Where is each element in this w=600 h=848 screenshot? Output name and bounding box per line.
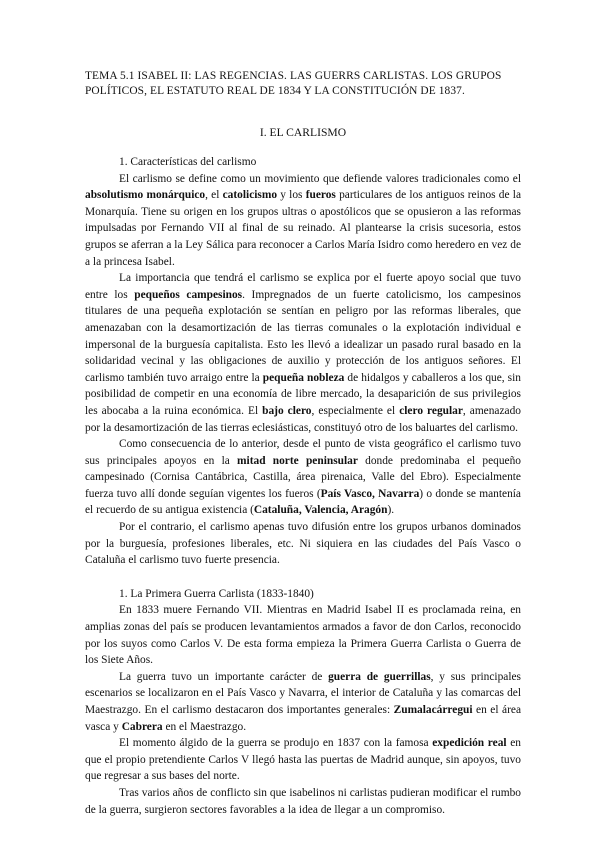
text-run: La guerra tuvo un importante carácter de — [119, 670, 329, 683]
paragraph — [85, 785, 521, 818]
text-run: La importancia que tendrá el carlismo se explica por el fuerte apoyo social que tuvo entre los — [85, 272, 521, 301]
text-run: , especialmente el — [311, 404, 400, 417]
paragraph — [85, 519, 521, 569]
bold-term: mitad norte peninsular — [237, 454, 358, 467]
bold-term: fueros — [305, 189, 336, 202]
bold-term: Cataluña, Valencia, Aragón — [253, 504, 388, 517]
paragraph — [85, 602, 521, 668]
document-title: TEMA 5.1 ISABEL II: LAS REGENCIAS. LAS GUERRS CARLISTAS. LOS GRUPOS POLÍTICOS, EL ESTATUTO REAL DE 1834 Y LA CONSTITUCIÓN DE 1837. — [85, 70, 502, 97]
paragraph — [85, 270, 521, 436]
paragraph — [85, 669, 521, 735]
text-run: en el Maestrazgo. — [162, 720, 247, 733]
text-run: El carlismo se define como un movimiento que defiende valores tradicionales como el — [119, 172, 521, 185]
bold-term: clero regular — [399, 404, 463, 417]
text-run: donde predominaba el pequeño campesinado (Cornisa Cantábrica, Castilla, área pirenaica, Valle del Ebro). Especialmente fuerza tuvo allí donde seguían vigentes los fueros ( — [85, 454, 521, 500]
text-run: . Impregnados de un fuerte catolicismo, los campesinos titulares de una pequeña explotación se sentían en peligro por las reformas liberales, que amenazaban con la desamortización de las tierras comunales o la explotación individual e impersonal de la burguesía capitalista. Esto les llevó a idealizar un pasado rural basado en la solidaridad vecinal y las obligaciones de auxilio y protección de los antiguos señores. El carlismo también tuvo arraigo entre la — [85, 288, 521, 384]
bold-term: expedición real — [432, 737, 507, 750]
text-run: Como consecuencia de lo anterior, desde el punto de vista geográfico el carlismo tuvo sus principales apoyos en la — [85, 438, 521, 467]
text-run: de hidalgos y caballeros a los que, sin posibilidad de competir en una economía de libre mercado, la desaparición de sus privilegios les abocaba a la ruina económica. El — [85, 371, 521, 417]
paragraph — [85, 436, 521, 519]
text-run: , y sus principales escenarios se localizaron en el País Vasco y Navarra, el interior de Cataluña y las comarcas del Maestrazgo. En el carlismo destacaron dos importantes generales: — [85, 670, 521, 716]
text-run: ) o donde se mantenía el recuerdo de su antigua existencia ( — [85, 487, 521, 517]
bold-term: País Vasco, Navarra — [320, 487, 420, 500]
text-run: en el área vasca y — [85, 704, 521, 733]
text-run: , amenazado por la desamortización de las tierras eclesiásticas, constituyó otro de los baluartes del carlismo. — [85, 404, 521, 434]
text-run: Tras varios años de conflicto sin que isabelinos ni carlistas pudieran modificar el rumbo de la guerra, surgieron sectores favorables a la idea de llegar a un compromiso. — [85, 786, 521, 816]
text-run: ). — [387, 504, 395, 517]
bold-term: Cabrera — [121, 720, 163, 733]
subsection-heading-characteristics: 1. Características del carlismo — [119, 156, 257, 168]
bold-term: bajo clero — [262, 404, 312, 417]
section-heading: I. EL CARLISMO — [259, 126, 347, 139]
bold-term: pequeños campesinos — [134, 288, 243, 301]
bold-term: pequeña nobleza — [262, 371, 345, 384]
text-run: particulares de los antiguos reinos de la Monarquía. Tiene su origen en los grupos ultras o apostólicos que se opusieron a las reformas impulsadas por Fernando VII al final de su reinado. Al plantearse la crisis sucesoria, estos grupos se aferran a la Ley Sálica para reconocer a Carlos María Isidro como heredero en vez de a la princesa Isabel. — [85, 189, 521, 268]
bold-term: catolicismo — [222, 189, 278, 202]
text-run: En 1833 muere Fernando VII. Mientras en Madrid Isabel II es proclamada reina, en amplias zonas del país se producen levantamientos armados a favor de don Carlos, reconocido por los suyos como Carlos V. De esta forma empieza la Primera Guerra Carlista o Guerra de los Siete Años. — [85, 604, 521, 667]
bold-term: guerra de guerrillas — [328, 670, 431, 683]
subsection-heading-first-carlist-war: 1. La Primera Guerra Carlista (1833-1840) — [119, 587, 314, 600]
text-run: en que el propio pretendiente Carlos V llegó hasta las puertas de Madrid aunque, sin apoyos, tuvo que regresar a sus bases del norte. — [85, 737, 521, 783]
bold-term: Zumalacárregui — [393, 704, 473, 716]
paragraph — [85, 171, 521, 271]
document-body — [85, 154, 521, 818]
bold-term: absolutismo monárquico — [85, 189, 206, 202]
paragraph — [85, 735, 521, 785]
text-run: y los — [277, 189, 306, 202]
text-run: Por el contrario, el carlismo apenas tuvo difusión entre los grupos urbanos dominados por la burguesía, profesiones liberales, etc. Ni siquiera en las ciudades del País Vasco o Cataluña el carlismo tuvo fuerte presencia. — [85, 521, 521, 567]
text-run: , el — [205, 189, 223, 202]
text-run: El momento álgido de la guerra se produjo en 1837 con la famosa — [119, 737, 433, 750]
